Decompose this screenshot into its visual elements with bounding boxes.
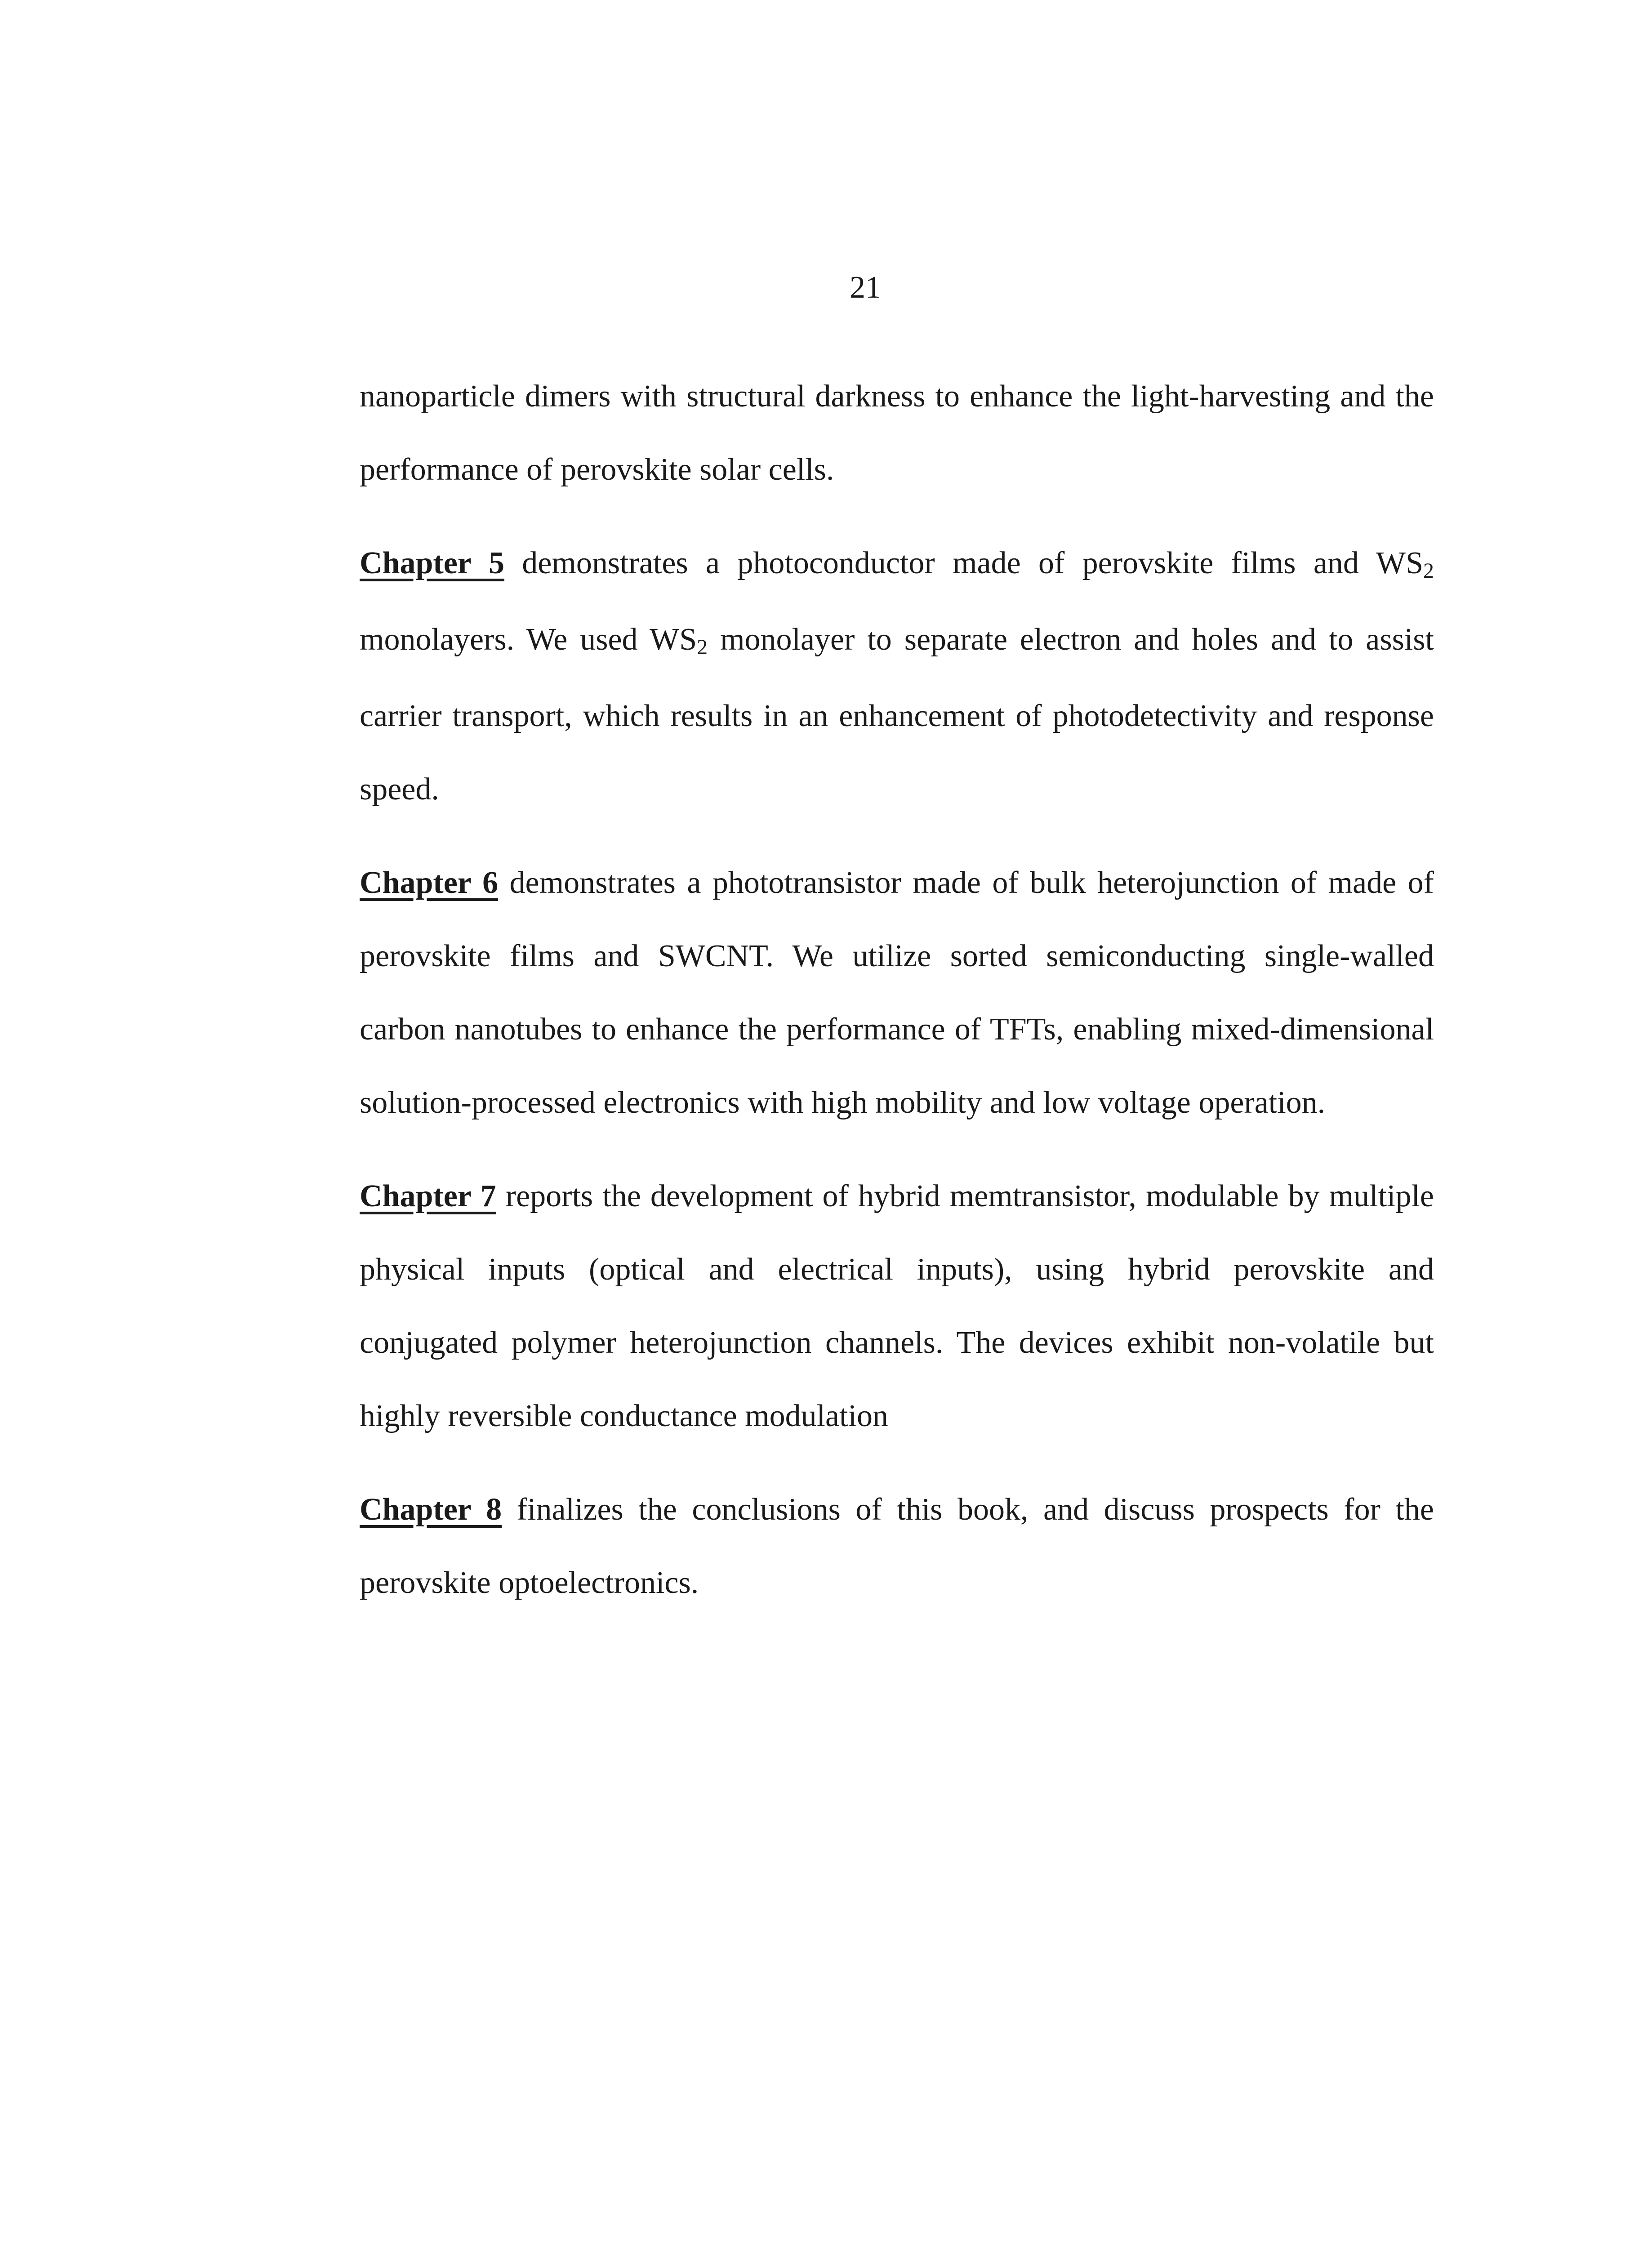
chapter-6-text: demonstrates a phototransistor made of bulk heterojunction of made of perovskite films and SWCNT. We utilize sorted semiconducting single-walled carbon nanotubes to enhance the performance of TFTs, enabling mixed-dimensional solution-processed electronics with high mobility and low voltage operation. — [360, 865, 1434, 1120]
chapter-8-text: finalizes the conclusions of this book, and discuss prospects for the perovskite optoelectronics. — [360, 1492, 1434, 1600]
page-number: 21 — [850, 270, 881, 305]
chapter-5-label: Chapter 5 — [360, 546, 504, 580]
chapter-7-text: reports the development of hybrid memtransistor, modulable by multiple physical inputs (optical and electrical inputs), using hybrid perovskite and conjugated polymer heterojunction channels. The devices exhibit non-volatile but highly reversible conductance modulation — [360, 1179, 1434, 1433]
chapter-5-text-a: demonstrates a photoconductor made of perovskite films and WS — [504, 546, 1423, 580]
chapter-8-paragraph — [360, 1473, 1434, 1619]
chapter-7-paragraph — [360, 1160, 1434, 1453]
ws2-subscript-1: 2 — [1423, 559, 1434, 583]
chapter-5-text-c: monolayer to separate electron and holes and to assist carrier transport, which results in an enhancement of photodetectivity and response speed. — [360, 622, 1434, 807]
intro-paragraph-text: nanoparticle dimers with structural darkness to enhance the light-harvesting and the performance of perovskite solar cells. — [360, 379, 1434, 487]
chapter-6-label: Chapter 6 — [360, 865, 499, 900]
chapter-6-paragraph — [360, 846, 1434, 1139]
chapter-5-paragraph — [360, 526, 1434, 826]
chapter-8-label: Chapter 8 — [360, 1492, 502, 1527]
ws2-subscript-2: 2 — [697, 635, 708, 659]
chapter-5-text-b: monolayers. We used WS — [360, 622, 697, 657]
chapter-7-label: Chapter 7 — [360, 1179, 496, 1213]
body-text — [360, 360, 1434, 1640]
intro-paragraph — [360, 360, 1434, 506]
